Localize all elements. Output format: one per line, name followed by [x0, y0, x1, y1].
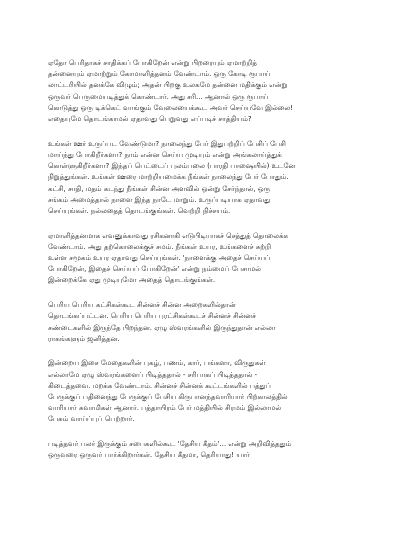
text-line: கொள்ளுகிறீர்களா? இந்தப் பெட்டைப் புலம்பலை (பாரதி பாஷையில்) உடனே [48, 162, 296, 171]
text-line: படித்தவர் பலர் இருக்கும் சபைகளில்கூட 'தேசிய கீதம்'... என்று அறிவித்ததும் [48, 440, 292, 449]
text-line: மாய்ந்து போகிறீர்களா? நாம் என்ன செய்ய முடியும் என்று அங்கலாய்த்துக் [48, 150, 282, 159]
text-line: உள்ள சமூகம் உயர ஏதாவது செய்யுங்கள். 'நாளைக்கு அதைச் செய்யப் [48, 254, 271, 263]
text-line: தொடங்கப்பட்டன. பெரிய பெரிய புரட்சிகள்கூடச் சின்னச் சின்னச் [48, 312, 256, 321]
paragraph [48, 300, 376, 345]
text-line: லாட்டரியில் தனக்கே விழும்; அதன் பிறகு உலகமே தன்னை மதிக்கும் என்று [48, 81, 288, 90]
page-body [48, 58, 376, 475]
paragraph [48, 358, 376, 425]
text-line: வாரியார் சுவாமிகள் ஆனார். பத்தாயிரம் பேர் மத்தியில் சிரமம் இல்லாமல் [48, 404, 282, 413]
paragraph [48, 439, 376, 461]
text-line: ஏதோ பெரிதாகச் சாதிக்கப் போகிறேன் என்று பிறரையும் ஏமாற்றித் [48, 59, 257, 67]
text-line: இன்றைய இசை மேதைகளின் புகழ், பணம், கார், பங்களா, விருதுகள் [48, 359, 266, 368]
text-line: சண்டைகளில் இருந்தே பிறந்தன. ஏழு ஸ்வரங்களில் இருந்துதான் எல்லா [48, 323, 276, 332]
text-line: ஒருவரை ஒருவர் பார்க்கிறார்கள். தேசிய கீதமா, தெரியாது! யார் [48, 451, 250, 460]
text-line: கட்சி, சாதி, மதம் கடந்து நீங்கள் சின்ன அளவில் ஒன்று சேர்ந்தால், ஒரு [48, 184, 271, 193]
text-line: வேண்டாம். அது தற்கொலைக்குச் சமம். நீங்கள் உயர, உங்களைச் சுற்றி [48, 242, 272, 251]
text-line: எதையுமே தொடங்காமல் ஏதாவது பெறுவது எப்படிச் சாத்தியம்? [48, 115, 252, 124]
text-line: ஒருவர் பெருமையடித்துக் கொண்டார். அது சரி... ஆனால் ஒரு ரூபாய் [48, 92, 269, 101]
text-line: பேருக்குப் பதினைந்து பேருக்குப் பேசிய கிருபானந்தவாரியார் பிற்காலத்தில் [48, 393, 288, 402]
text-line: கிடைத்தவை. மறக்க வேண்டாம். சின்னச் சின்னக் கூட்டங்களில் பத்துப் [48, 381, 271, 390]
text-line: கொடுத்து ஒரு டிக்கெட் வாங்கும் வேலையைக்கூட அவர் செய்யவே இல்லை! [48, 103, 294, 112]
text-line: போகிறேன், இதைச் செய்யப் போகிறேன்' என்று நம்மைப் பேசாமல் [48, 265, 261, 274]
text-line: எல்லாமே ஏழு ஸ்வரங்களைப் பிடித்ததால் - சரிபாகப் பிடித்ததால் - [48, 370, 258, 379]
paragraph [48, 139, 376, 217]
text-line: பெரிய பெரிய கட்சிகள்கூட சின்னச் சின்ன அறைகளில்தான் [48, 301, 236, 310]
text-line: பேசும் வாய்ப்புப் பெற்றார். [48, 415, 135, 424]
text-line: தன்னையும் ஏமாற்றும் கோமாளித்தனம் வேண்டாம். ஒரு கோடி ரூபாய் [48, 70, 271, 79]
text-line: ராகங்களும் ஜனித்தன. [48, 334, 120, 343]
text-line: இன்றைக்கே ஏது முடியுமோ அதைத் தொடங்குங்கள். [48, 276, 216, 285]
text-line: ஏமாளித்தனமாக எவனுக்காவது ரசிகனாகி எடுபிடியாகச் செத்துத் தொலைக்க [48, 231, 288, 240]
text-line: செய்யுங்கள். நல்லதைத் தொடங்குங்கள். வெற்றி நிச்சயம். [48, 206, 231, 215]
text-line: உங்கள் ஊர் உருப்பட வேண்டுமா? நாலைந்து பேர் இதுபற்றிப் பேசிப் பேசி [48, 139, 286, 148]
paragraph [48, 231, 376, 287]
text-line: நிறுத்துங்கள். உங்கள் ஊரை மாற்றியமைக்க நீங்கள் நாலைந்து பேர் போதும். [48, 173, 289, 182]
text-line: சங்கம் அமைத்தால் நாளை இந்த நாடே மாறும். உருப்படியாக ஏதாவது [48, 195, 271, 204]
paragraph [48, 58, 376, 125]
